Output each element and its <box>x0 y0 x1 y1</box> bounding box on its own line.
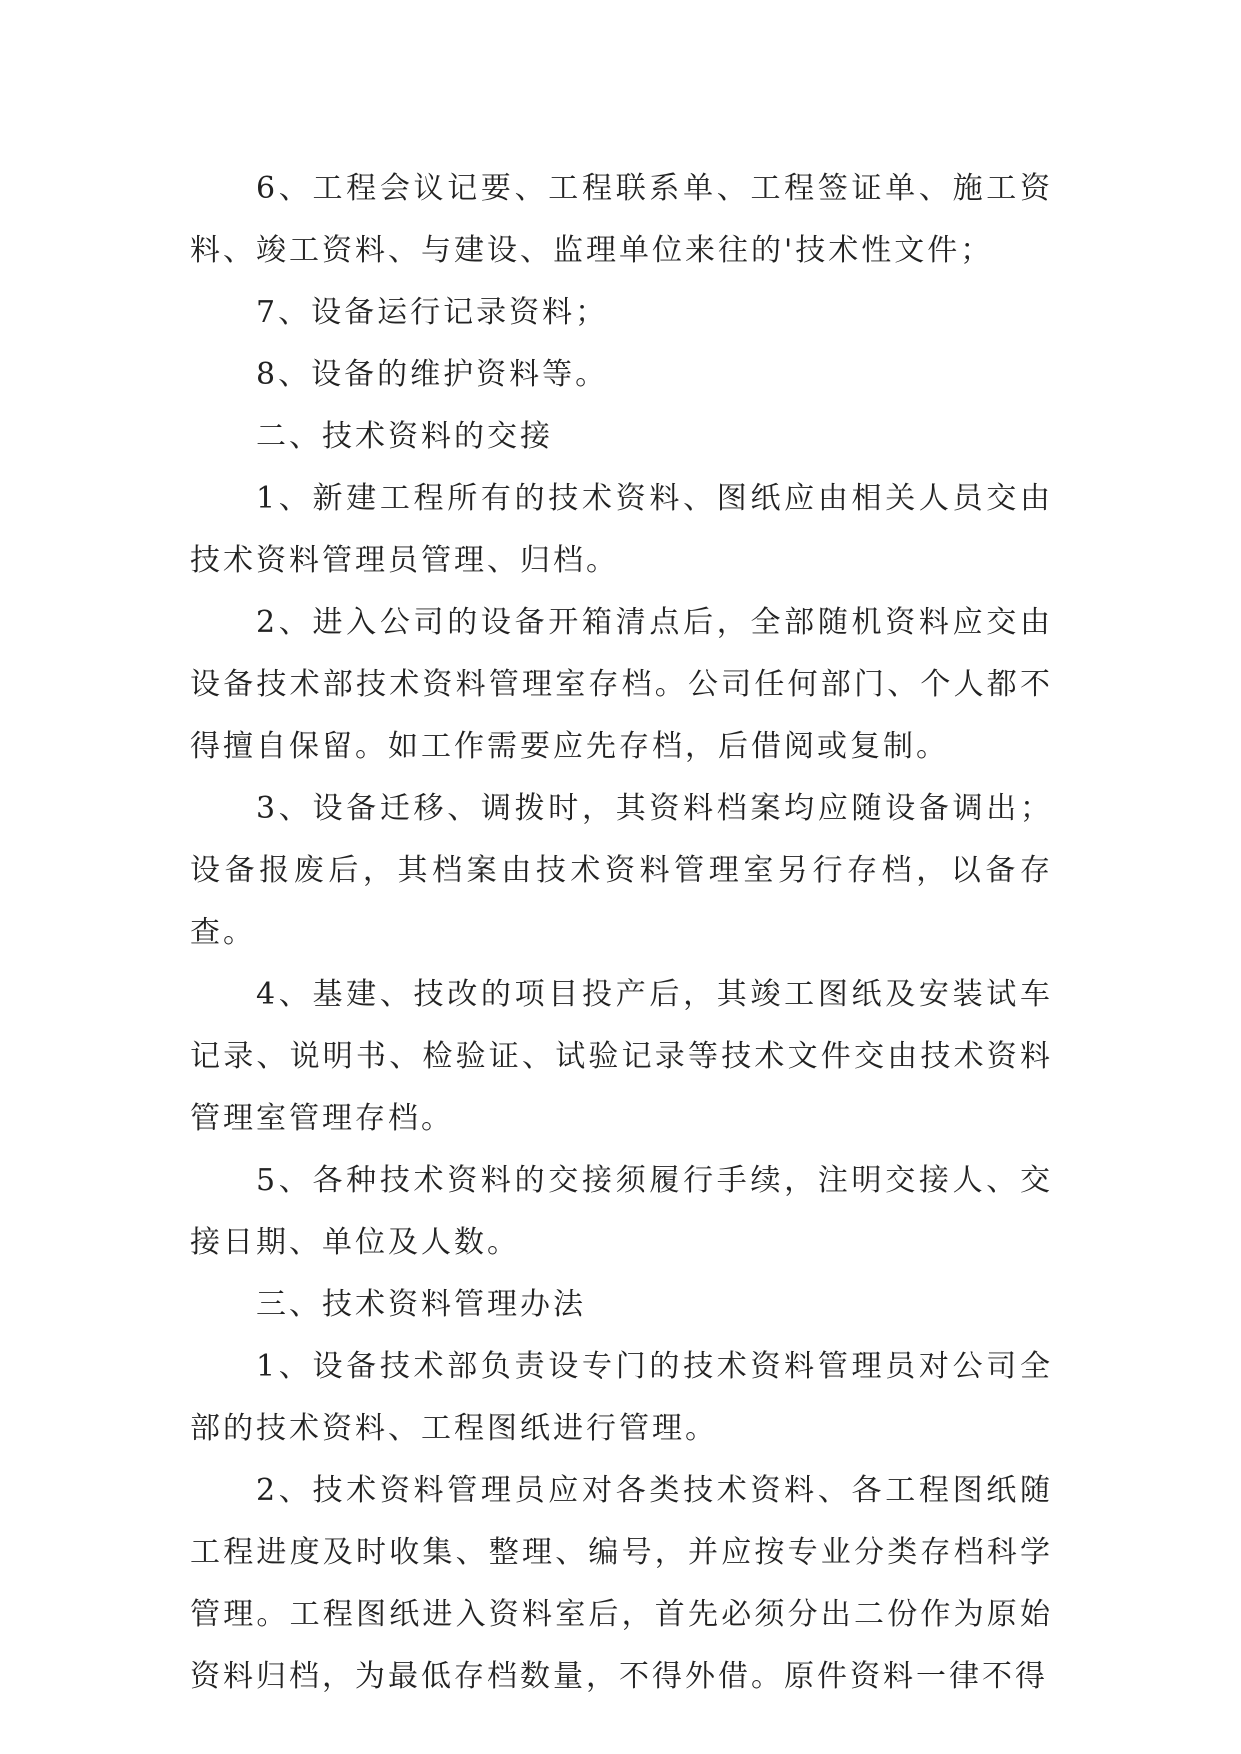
paragraph-handover-3: 3、设备迁移、调拨时，其资料档案均应随设备调出；设备报废后，其档案由技术资料管理室另行存档，以备存查。 <box>190 791 1053 950</box>
paragraph-handover-2: 2、进入公司的设备开箱清点后，全部随机资料应交由设备技术部技术资料管理室存档。公司任何部门、个人都不得擅自保留。如工作需要应先存档，后借阅或复制。 <box>190 605 1053 764</box>
section-heading-handover: 二、技术资料的交接 <box>256 419 553 454</box>
paragraph-management-1: 1、设备技术部负责设专门的技术资料管理员对公司全部的技术资料、工程图纸进行管理。 <box>190 1349 1053 1446</box>
paragraph-handover-5: 5、各种技术资料的交接须履行手续，注明交接人、交接日期、单位及人数。 <box>190 1163 1053 1260</box>
paragraph-item-6: 6、工程会议记要、工程联系单、工程签证单、施工资料、竣工资料、与建设、监理单位来往的'技术性文件； <box>190 171 1053 268</box>
paragraph-handover-4: 4、基建、技改的项目投产后，其竣工图纸及安装试车记录、说明书、检验证、试验记录等技术文件交由技术资料管理室管理存档。 <box>190 977 1053 1136</box>
paragraph-item-8: 8、设备的维护资料等。 <box>256 357 609 392</box>
section-heading-management: 三、技术资料管理办法 <box>256 1287 586 1322</box>
document-body <box>190 158 1053 1708</box>
paragraph-management-2: 2、技术资料管理员应对各类技术资料、各工程图纸随工程进度及时收集、整理、编号，并应按专业分类存档科学管理。工程图纸进入资料室后，首先必须分出二份作为原始资料归档，为最低存档数量，不得外借。原件资料一律不得 <box>190 1473 1053 1694</box>
paragraph-handover-1: 1、新建工程所有的技术资料、图纸应由相关人员交由技术资料管理员管理、归档。 <box>190 481 1053 578</box>
paragraph-item-7: 7、设备运行记录资料； <box>256 295 609 330</box>
